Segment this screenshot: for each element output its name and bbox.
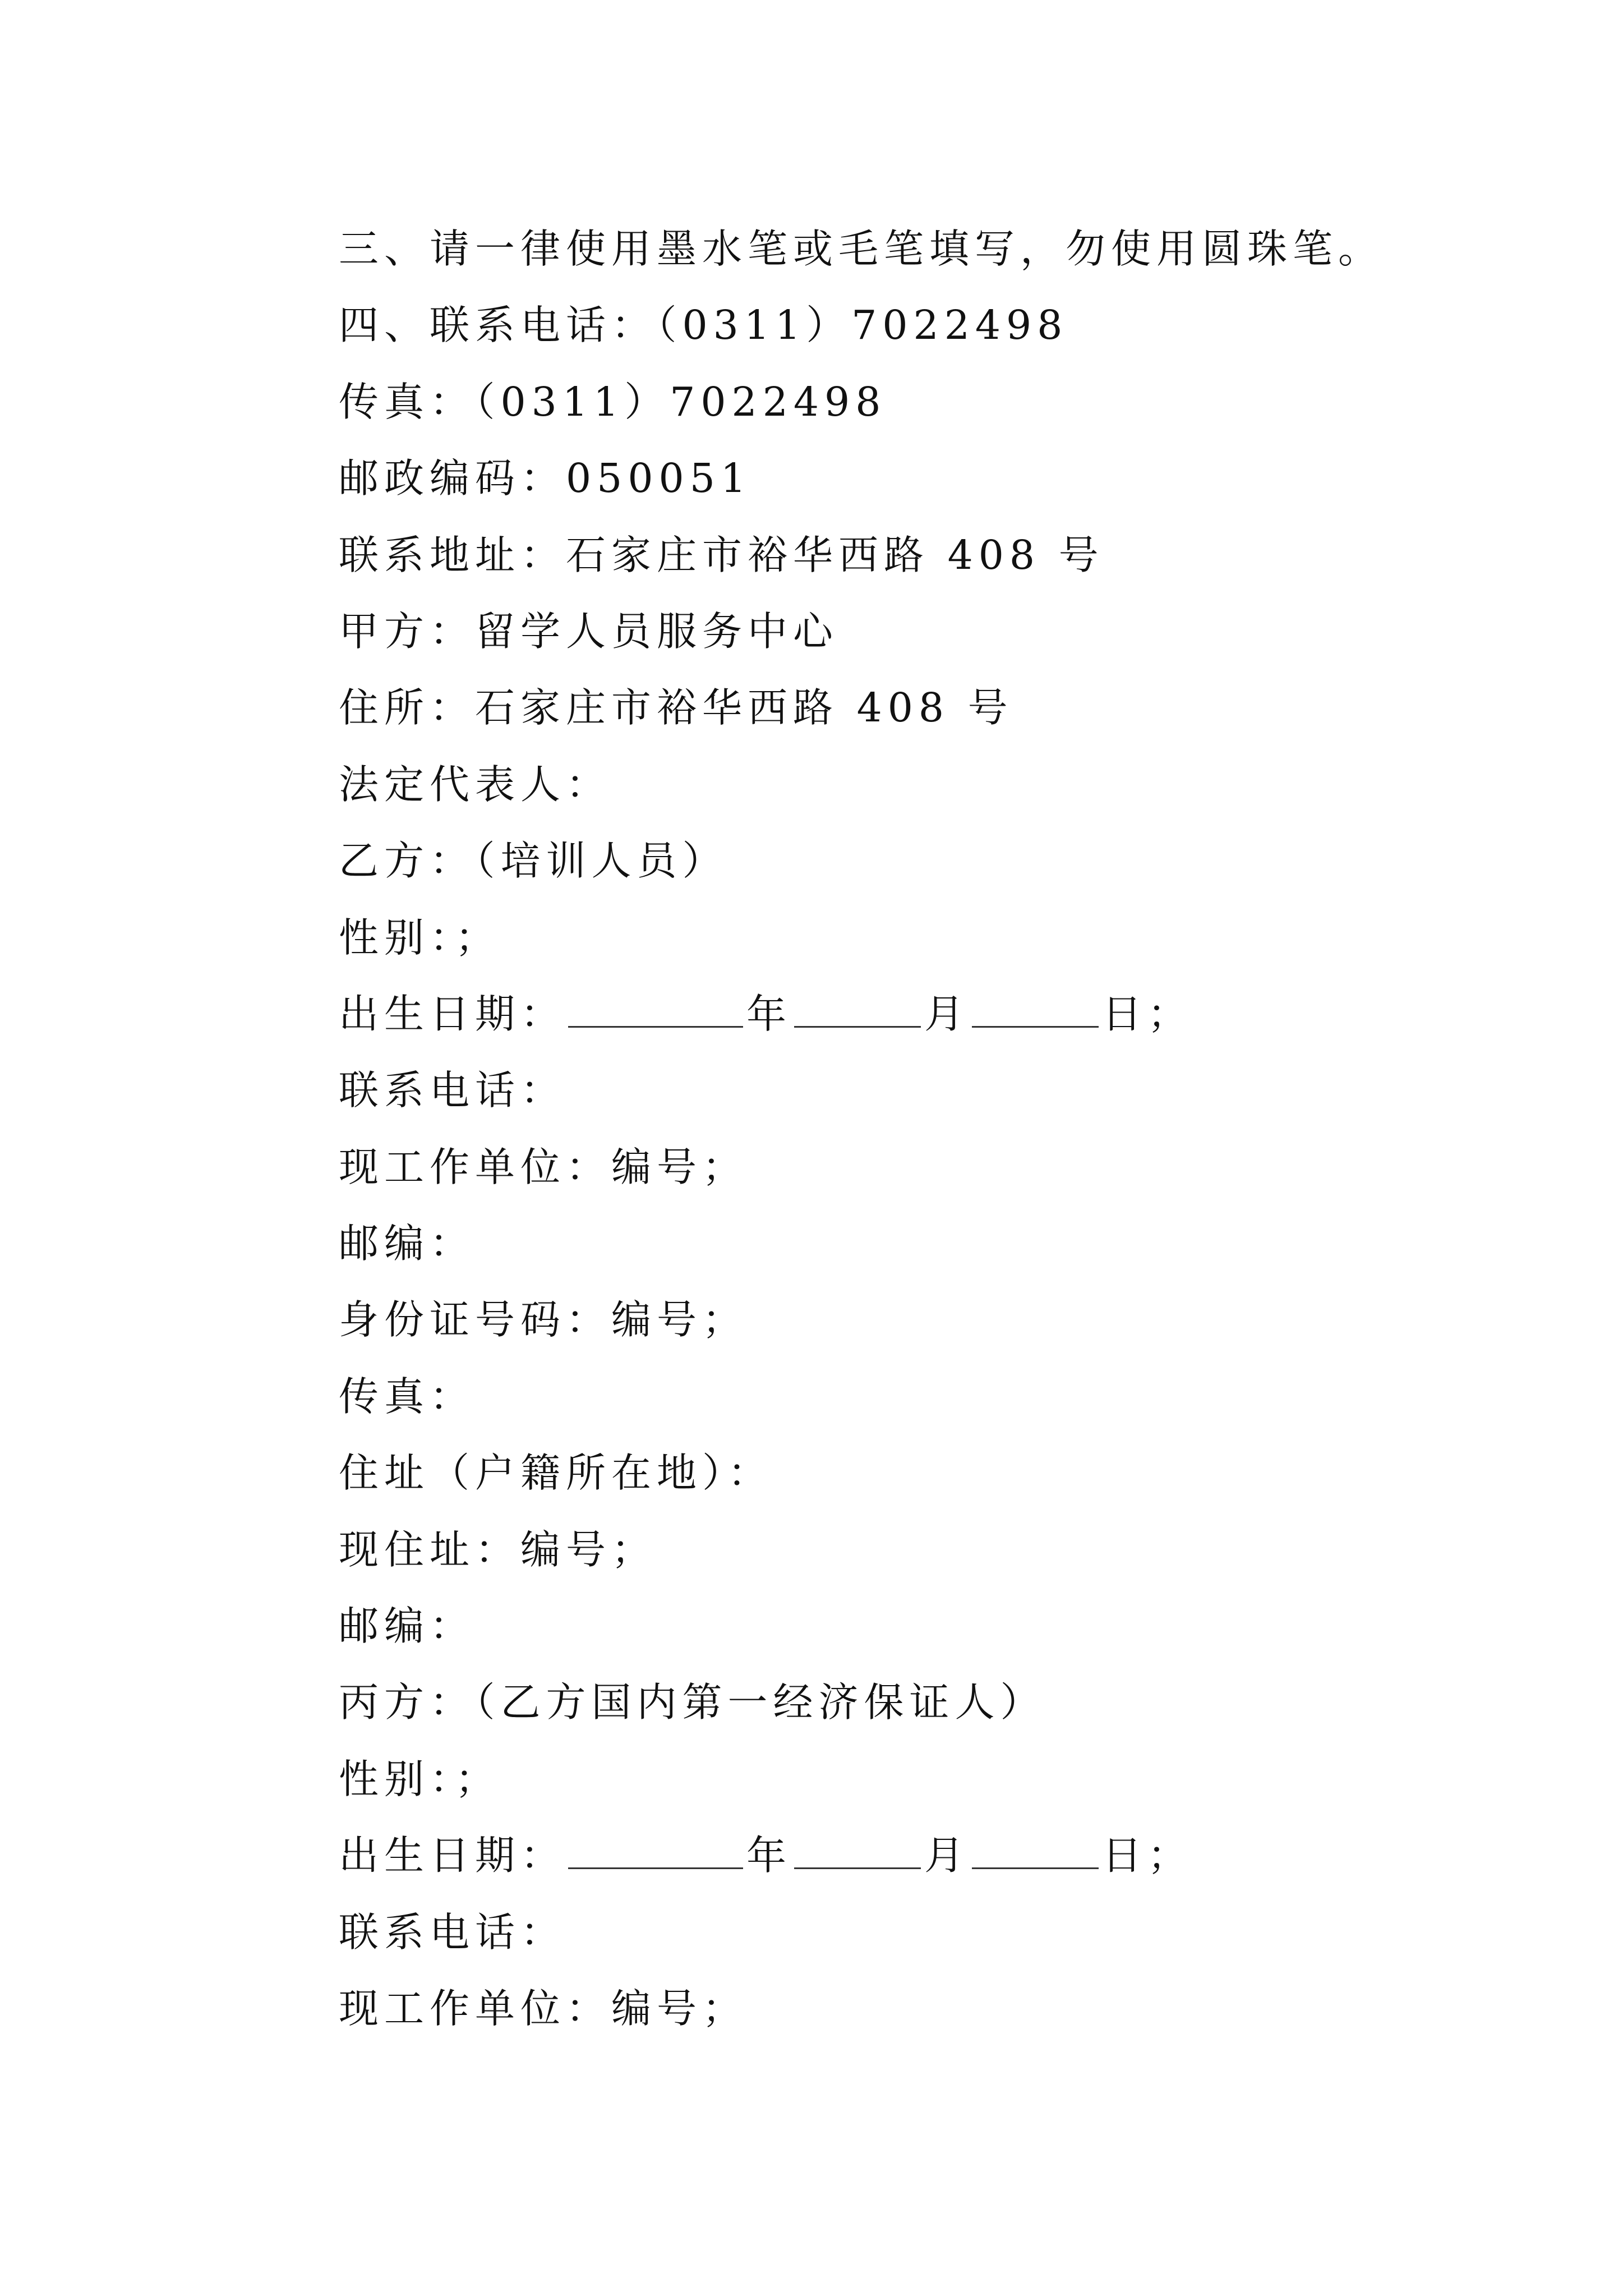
month-label: 月: [924, 1832, 970, 1879]
birthdate-label: 出生日期：: [339, 1832, 566, 1879]
day-blank[interactable]: [972, 990, 1099, 1028]
party-b: 乙方：（培训人员）: [339, 838, 728, 885]
party-a-address: 住所：石家庄市裕华西路 408 号: [339, 684, 1013, 731]
party-c-employer: 现工作单位：编号；: [339, 1985, 748, 2032]
contact-fax: 传真：（0311）7022498: [339, 378, 887, 425]
month-label: 月: [924, 990, 970, 1037]
party-b-id-number: 身份证号码：编号；: [339, 1296, 748, 1343]
party-b-registered-address: 住址（户籍所在地）：: [339, 1450, 773, 1497]
party-a: 甲方：留学人员服务中心: [339, 608, 839, 655]
party-b-phone: 联系电话：: [339, 1067, 566, 1114]
instruction-ink: 三、请一律使用墨水笔或毛笔填写，勿使用圆珠笔。: [339, 226, 1384, 272]
document-body: [339, 211, 1516, 2047]
postal-code: 邮政编码：050051: [339, 455, 752, 502]
year-blank[interactable]: [568, 990, 743, 1028]
party-b-current-address: 现住址：编号；: [339, 1526, 657, 1573]
year-label: 年: [746, 1832, 792, 1879]
day-blank[interactable]: [972, 1832, 1099, 1869]
party-b-fax: 传真：: [339, 1373, 476, 1420]
year-blank[interactable]: [568, 1832, 743, 1869]
year-label: 年: [746, 990, 792, 1037]
party-b-current-postcode: 邮编：: [339, 1603, 476, 1650]
party-c: 丙方：（乙方国内第一经济保证人）: [339, 1679, 1046, 1726]
legal-representative: 法定代表人：: [339, 761, 612, 808]
contact-address: 联系地址：石家庄市裕华西路 408 号: [339, 531, 1104, 578]
day-label: 日；: [1102, 1832, 1193, 1879]
party-b-birthdate: [339, 976, 1516, 1052]
party-b-gender: 性别：；: [339, 914, 501, 961]
party-b-employer: 现工作单位：编号；: [339, 1143, 748, 1190]
contact-phone: 四、联系电话：（0311）7022498: [339, 302, 1068, 349]
party-c-phone: 联系电话：: [339, 1908, 566, 1955]
party-c-birthdate: [339, 1818, 1516, 1894]
birthdate-label: 出生日期：: [339, 990, 566, 1037]
month-blank[interactable]: [794, 990, 921, 1028]
day-label: 日；: [1102, 990, 1193, 1037]
party-c-gender: 性别：；: [339, 1755, 501, 1802]
month-blank[interactable]: [794, 1832, 921, 1869]
party-b-postcode: 邮编：: [339, 1220, 476, 1267]
